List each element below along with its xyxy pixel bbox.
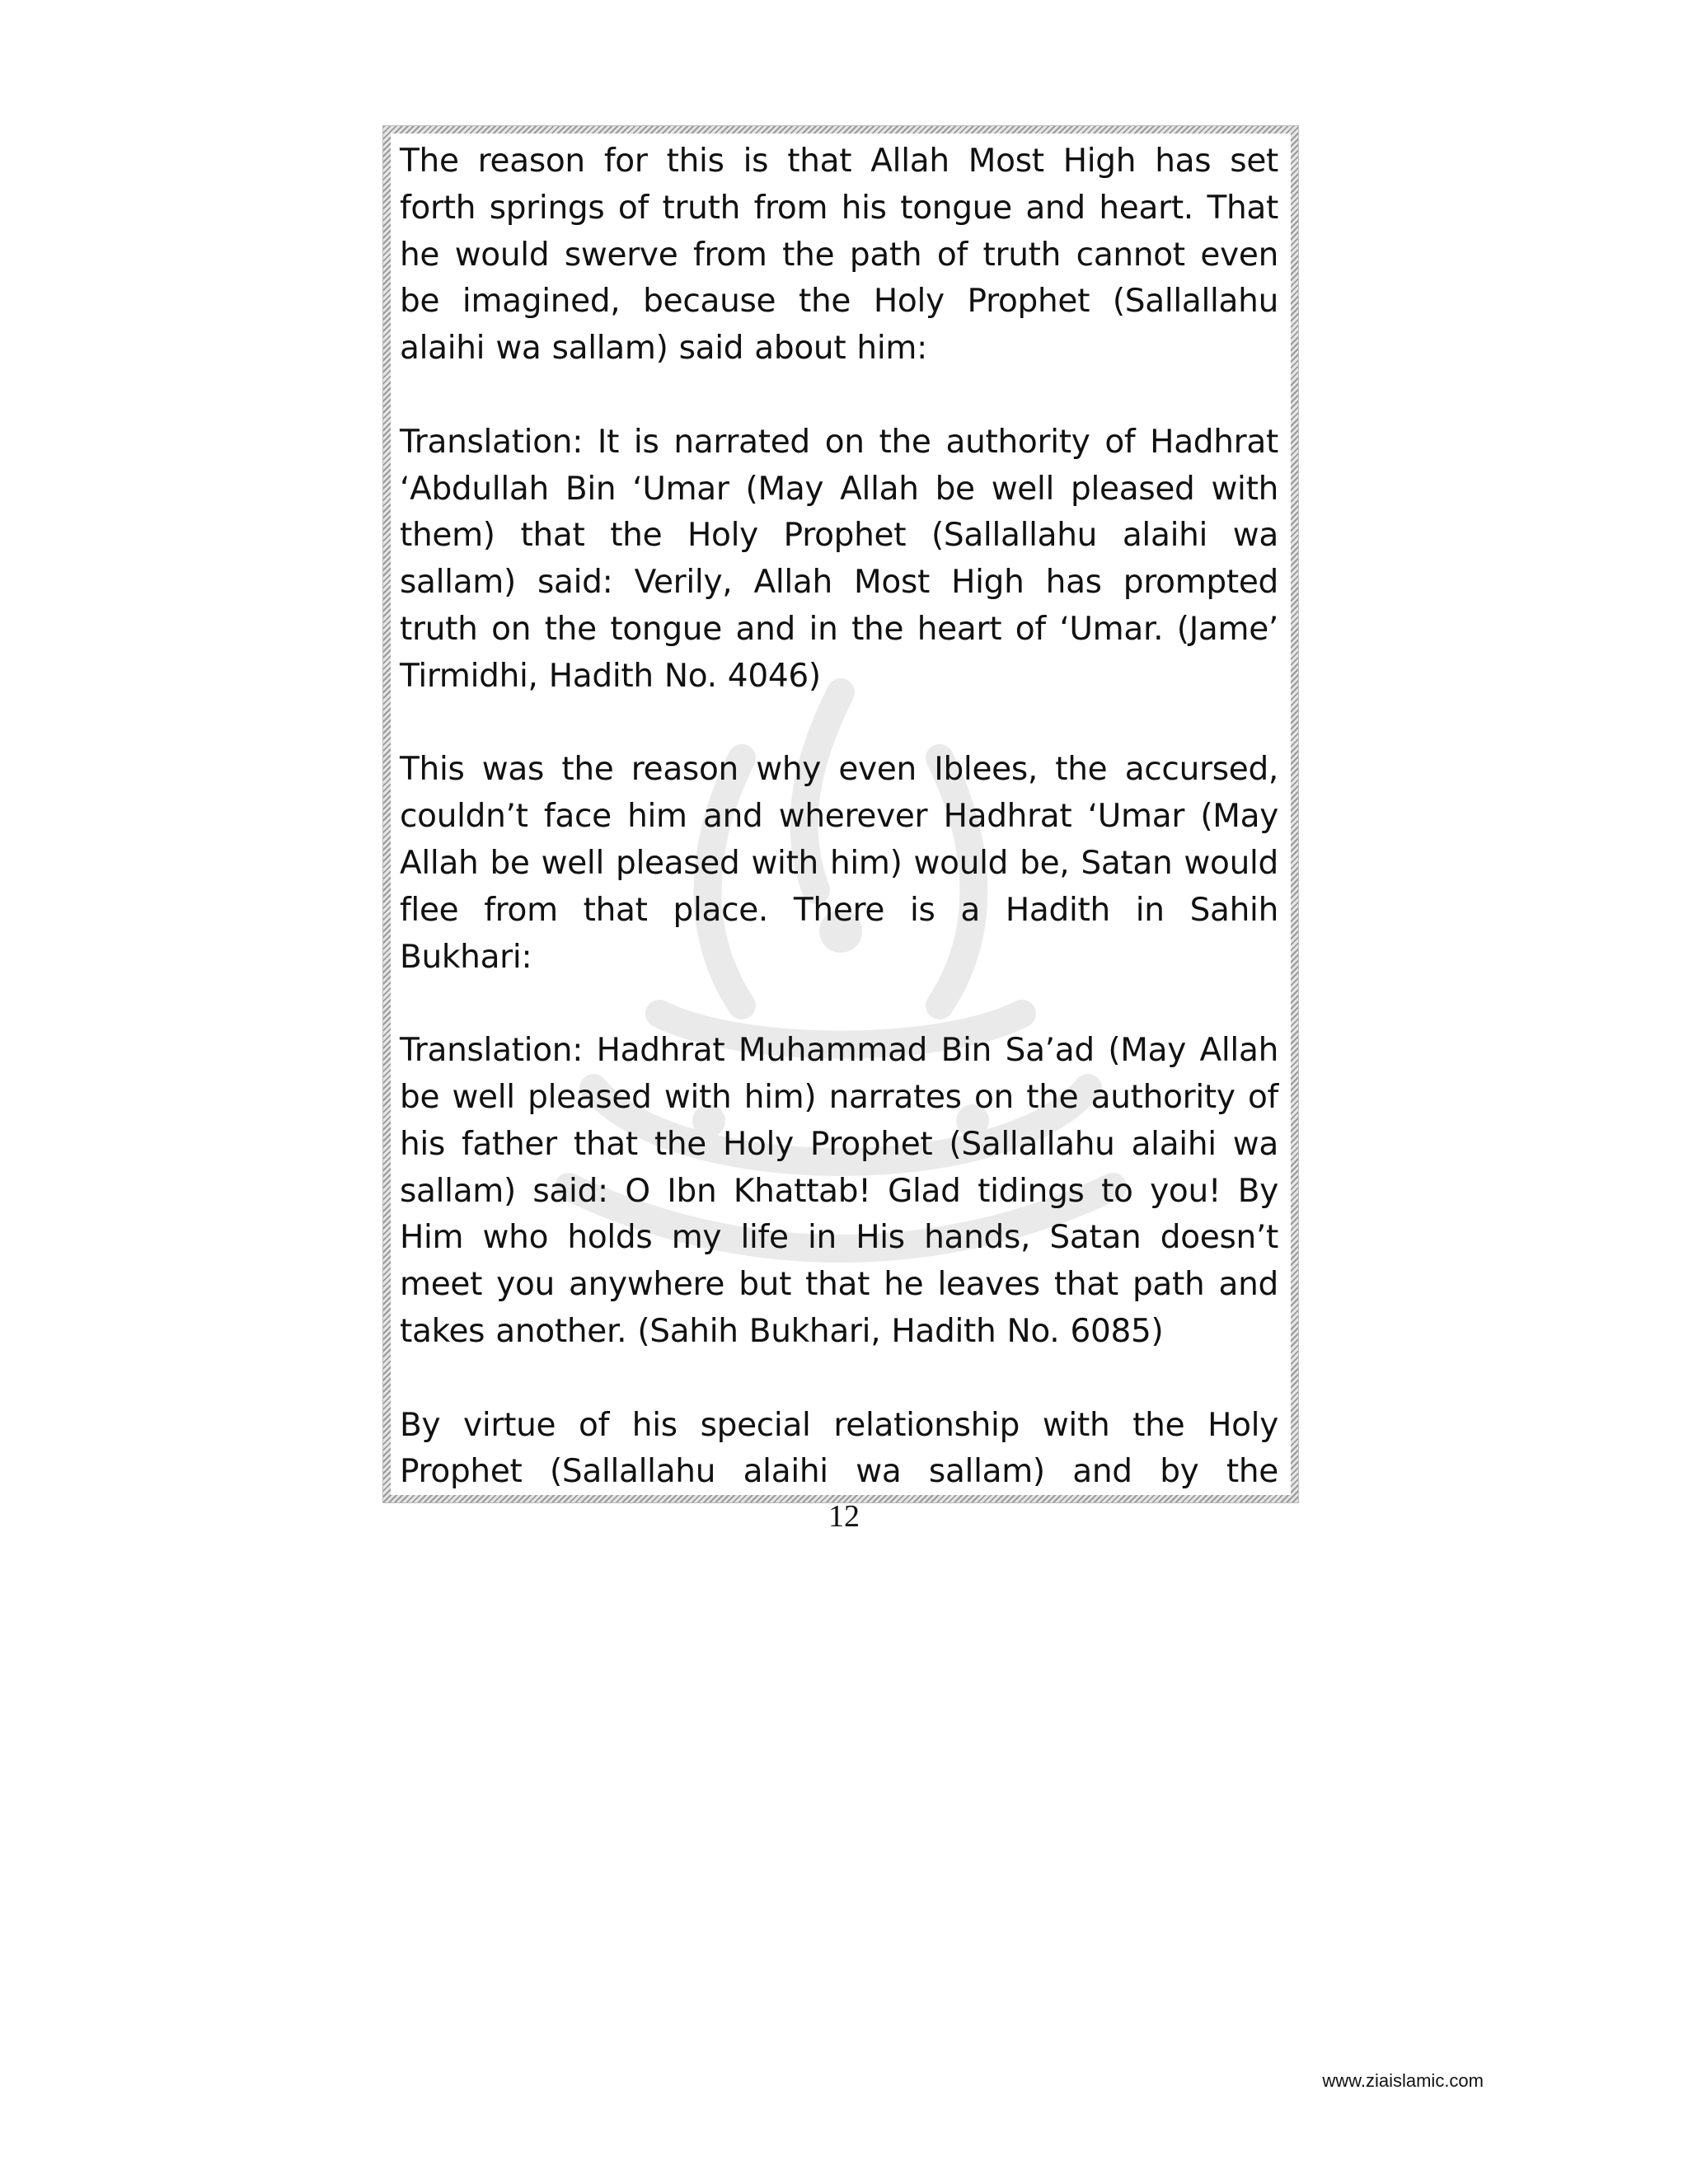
page-number: 12 xyxy=(828,1499,860,1534)
paragraph-5: By virtue of his special relationship with the Holy Prophet (Sallallahu alaihi wa sallam) and by the xyxy=(400,1406,1278,1491)
paragraph-3: This was the reason why even Iblees, the accursed, couldn’t face him and wherever Hadhrat ‘Umar (May Allah be well pleased with him) would be, Satan would flee from that place. There is a Hadith in Sahih Bukhari: xyxy=(400,751,1278,976)
paragraph-1: The reason for this is that Allah Most High has set forth springs of truth from his tongue and heart. That he would swerve from the path of truth cannot even be imagined, because the Holy Prophet (Sallallahu alaihi wa sallam) said about him: xyxy=(400,143,1278,368)
website-url: www.ziaislamic.com xyxy=(1322,2070,1484,2091)
paragraph-4: Translation: Hadhrat Muhammad Bin Sa’ad (May Allah be well pleased with him) narrates on the authority of his father that the Holy Prophet (Sallallahu alaihi wa sallam) said: O Ibn Khattab! Glad tidings to you! By Him who holds my life in His hands, Satan doesn’t meet you anywhere but that he leaves that path and takes another. (Sahih Bukhari, Hadith No. 6085) xyxy=(400,1032,1278,1350)
paragraph-2: Translation: It is narrated on the authority of Hadhrat ‘Abdullah Bin ‘Umar (May Allah be well pleased with them) that the Holy Prophet (Sallallahu alaihi wa sallam) said: Verily, Allah Most High has prompted truth on the tongue and in the heart of ‘Umar. (Jame’ Tirmidhi, Hadith No. 4046) xyxy=(400,423,1278,695)
body-text xyxy=(400,138,1278,1543)
